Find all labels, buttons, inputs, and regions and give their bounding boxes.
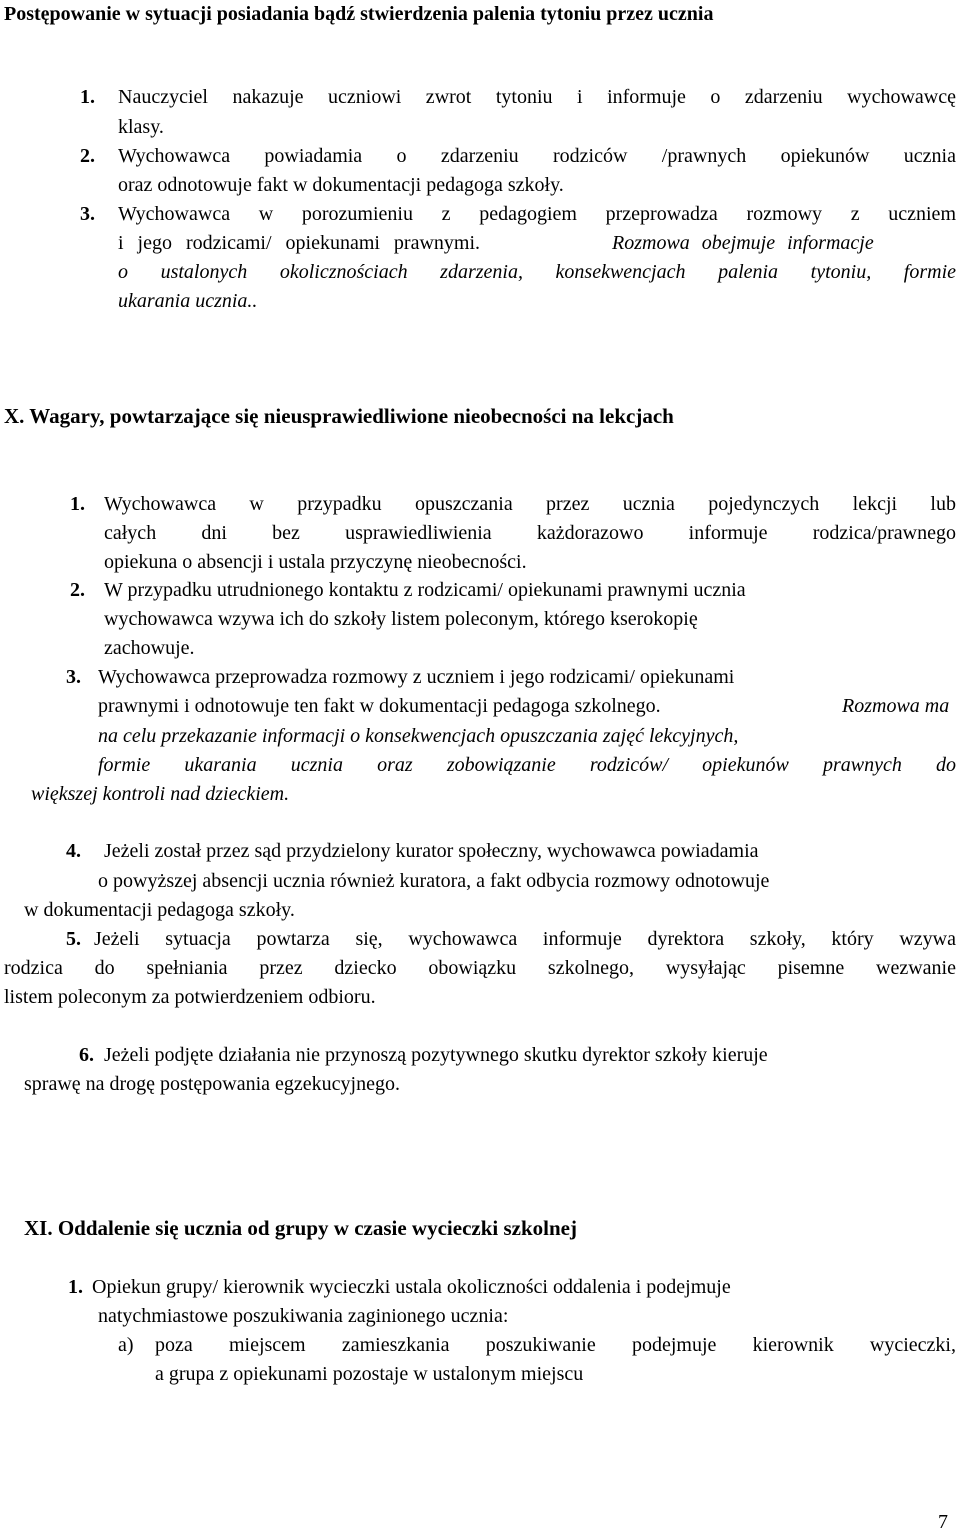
sub-item-text: poza miejscem zamieszkania poszukiwanie podejmuje kierownik wycieczki, xyxy=(155,1334,956,1356)
sub-item-text: a grupa z opiekunami pozostaje w ustalonym miejscu xyxy=(155,1363,584,1385)
item-text-italic: większej kontroli nad dzieckiem. xyxy=(31,783,290,805)
item-text: i jego rodzicami/ opiekunami prawnymi. xyxy=(118,232,481,254)
page-number: 7 xyxy=(938,1511,948,1533)
item-text: listem poleconym za potwierdzeniem odbioru. xyxy=(4,986,376,1008)
item-text-italic: na celu przekazanie informacji o konsekwencjach opuszczania zajęć lekcyjnych, xyxy=(98,725,739,747)
item-text: Jeżeli podjęte działania nie przynoszą pozytywnego skutku dyrektor szkoły kieruje xyxy=(104,1044,768,1066)
item-number: 1. xyxy=(80,86,95,108)
item-text-italic: o ustalonych okolicznościach zdarzenia, konsekwencjach palenia tytoniu, formie xyxy=(118,261,956,283)
item-number: 2. xyxy=(80,145,95,167)
item-text: Opiekun grupy/ kierownik wycieczki ustala okoliczności oddalenia i podejmuje xyxy=(92,1276,731,1298)
item-text: natychmiastowe poszukiwania zaginionego ucznia: xyxy=(98,1305,509,1327)
item-text: opiekuna o absencji i ustala przyczynę nieobecności. xyxy=(104,551,527,573)
item-text: klasy. xyxy=(118,116,164,138)
item-text: Wychowawca w przypadku opuszczania przez ucznia pojedynczych lekcji lub xyxy=(104,493,956,515)
item-text: wychowawca wzywa ich do szkoły listem poleconym, którego kserokopię xyxy=(104,608,698,630)
item-text: W przypadku utrudnionego kontaktu z rodzicami/ opiekunami prawnymi ucznia xyxy=(104,579,746,601)
item-text: Nauczyciel nakazuje uczniowi zwrot tytoniu i informuje o zdarzeniu wychowawcę xyxy=(118,86,956,108)
section-x-heading: X. Wagary, powtarzające się nieusprawiedliwione nieobecności na lekcjach xyxy=(4,404,674,428)
item-text: o powyższej absencji ucznia również kuratora, a fakt odbycia rozmowy odnotowuje xyxy=(98,870,770,892)
sub-item-label: a) xyxy=(118,1334,134,1356)
item-number: 3. xyxy=(80,203,95,225)
item-number: 6. xyxy=(79,1044,94,1066)
item-text: rodzica do spełniania przez dziecko obowiązku szkolnego, wysyłając pisemne wezwanie xyxy=(4,957,956,979)
item-number: 5. xyxy=(66,928,81,950)
item-text: Wychowawca powiadamia o zdarzeniu rodziców /prawnych opiekunów ucznia xyxy=(118,145,956,167)
item-text: sprawę na drogę postępowania egzekucyjnego. xyxy=(24,1073,400,1095)
item-text-italic: Rozmowa ma xyxy=(842,695,950,717)
item-text: zachowuje. xyxy=(104,637,195,659)
item-text: Wychowawca w porozumieniu z pedagogiem przeprowadza rozmowy z uczniem xyxy=(118,203,956,225)
heading-smoking: Postępowanie w sytuacji posiadania bądź stwierdzenia palenia tytoniu przez ucznia xyxy=(4,3,714,25)
item-number: 3. xyxy=(66,666,81,688)
item-text: Jeżeli został przez sąd przydzielony kurator społeczny, wychowawca powiadamia xyxy=(104,840,759,862)
item-text: Wychowawca przeprowadza rozmowy z uczniem i jego rodzicami/ opiekunami xyxy=(98,666,735,688)
item-text: prawnymi i odnotowuje ten fakt w dokumentacji pedagoga szkolnego. xyxy=(98,695,661,717)
item-number: 1. xyxy=(70,493,85,515)
item-text-italic: ukarania ucznia.. xyxy=(118,290,258,312)
item-number: 2. xyxy=(70,579,85,601)
item-text: w dokumentacji pedagoga szkoły. xyxy=(24,899,295,921)
item-number: 1. xyxy=(68,1276,83,1298)
item-text-italic: formie ukarania ucznia oraz zobowiązanie rodziców/ opiekunów prawnych do xyxy=(98,754,956,776)
item-text-italic: Rozmowa obejmuje informacje xyxy=(612,232,874,254)
item-text: oraz odnotowuje fakt w dokumentacji pedagoga szkoły. xyxy=(118,174,564,196)
item-number: 4. xyxy=(66,840,81,862)
section-xi-heading: XI. Oddalenie się ucznia od grupy w czasie wycieczki szkolnej xyxy=(24,1216,577,1240)
item-text: całych dni bez usprawiedliwienia każdorazowo informuje rodzica/prawnego xyxy=(104,522,956,544)
item-text: Jeżeli sytuacja powtarza się, wychowawca informuje dyrektora szkoły, który wzywa xyxy=(94,928,956,950)
